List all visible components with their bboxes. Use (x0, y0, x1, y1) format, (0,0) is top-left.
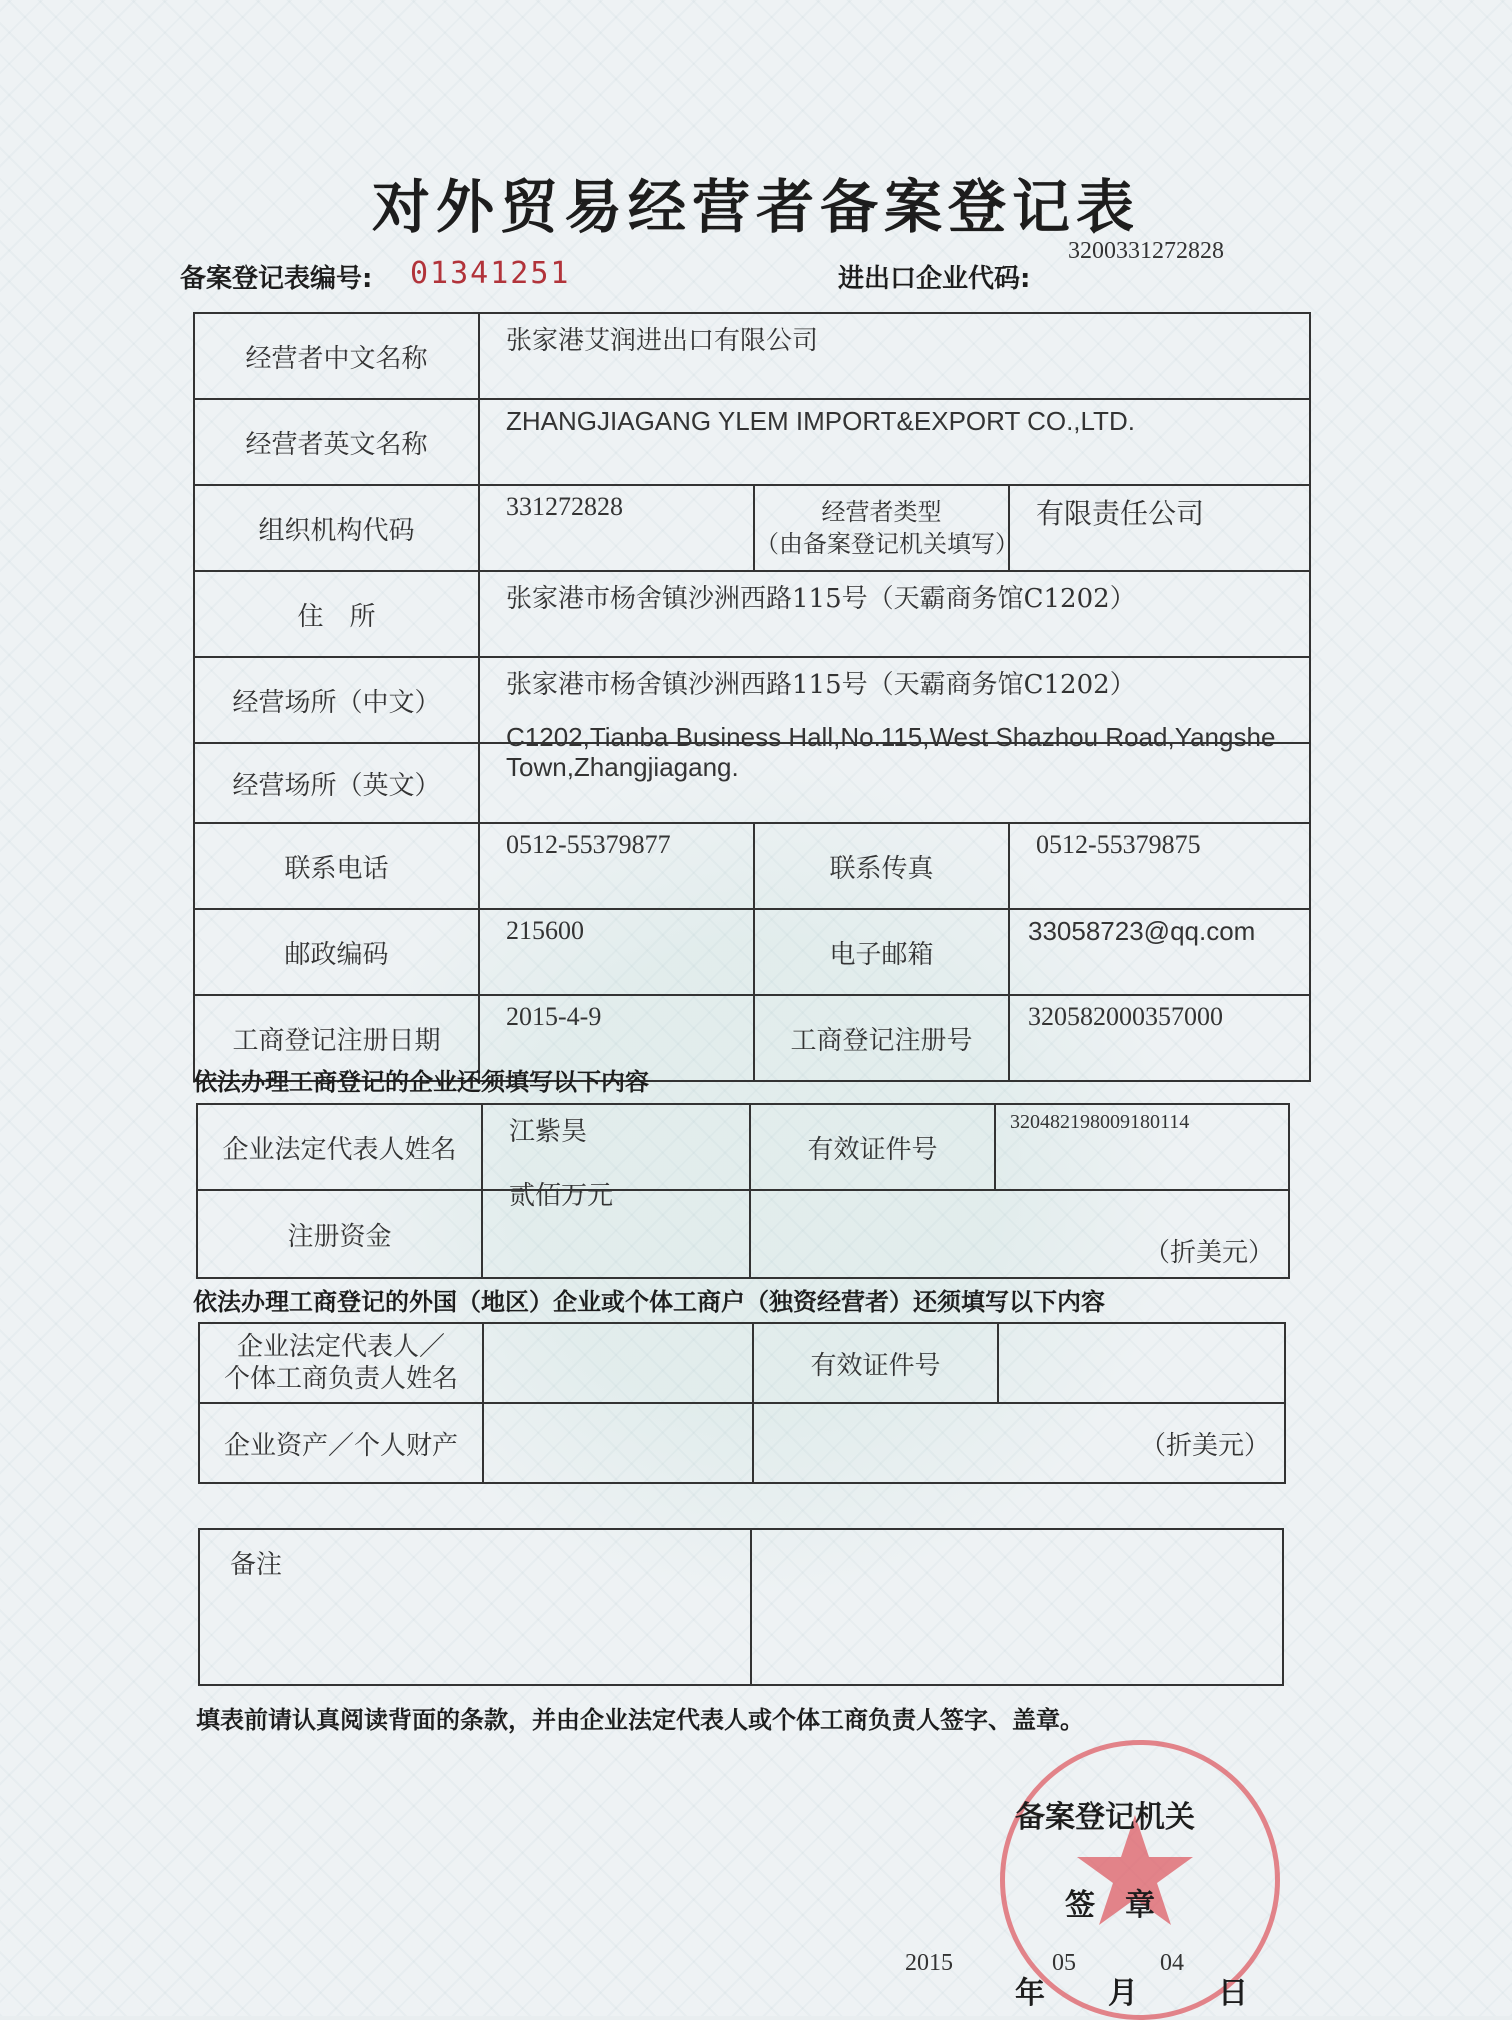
id-number-label: 有效证件号 (750, 1104, 995, 1190)
place-en-line2: Town,Zhangjiagang. (506, 752, 739, 782)
seal-graphic (1005, 1745, 1265, 2005)
capital-usd-label: （折美元） (1143, 1238, 1274, 1268)
phone-value: 0512-55379877 (479, 823, 754, 909)
date-month-label: 月 (1108, 1976, 1138, 2011)
date-month-value: 05 (1052, 1950, 1076, 1976)
assets-label: 企业资产／个人财产 (199, 1403, 483, 1483)
foreign-rep-label-line2: 个体工商负责人姓名 (223, 1364, 458, 1394)
operator-type-value: 有限责任公司 (1009, 485, 1310, 571)
legal-rep-value: 江紫昊 (482, 1104, 750, 1190)
assets-usd-cell (753, 1403, 1285, 1483)
place-en-value (479, 722, 1310, 823)
section1-heading: 依法办理工商登记的企业还须填写以下内容 (193, 1068, 649, 1096)
remarks-label: 备注 (230, 1550, 283, 1580)
place-en-line1: C1202,Tianba Business Hall,No.115,West Shazhou Road,Yangshe (506, 722, 1276, 752)
foreign-rep-label-line1: 企业法定代表人／ (236, 1332, 445, 1362)
enterprise-code-value: 3200331272828 (1068, 238, 1224, 264)
remarks-label-cell (199, 1529, 751, 1685)
en-name-value: ZHANGJIAGANG YLEM IMPORT&EXPORT CO.,LTD. (479, 399, 1310, 485)
authority-label: 备案登记机关 (1015, 1800, 1195, 1835)
fax-label: 联系传真 (754, 823, 1009, 909)
serial-label: 备案登记表编号: (180, 264, 373, 294)
reg-no-label: 工商登记注册号 (754, 995, 1009, 1081)
cn-name-label: 经营者中文名称 (194, 313, 479, 399)
org-code-label: 组织机构代码 (194, 485, 479, 571)
footer-note: 填表前请认真阅读背面的条款，并由企业法定代表人或个体工商负责人签字、盖章。 (196, 1706, 1084, 1734)
operator-type-label (754, 485, 1019, 571)
id-number-value: 320482198009180114 (995, 1104, 1289, 1190)
legal-rep-label: 企业法定代表人姓名 (197, 1104, 482, 1190)
date-year-value: 2015 (905, 1950, 953, 1976)
postal-label: 邮政编码 (194, 909, 479, 995)
operator-type-label-line2: （由备案登记机关填写） (755, 530, 1019, 558)
foreign-id-label: 有效证件号 (753, 1323, 998, 1403)
main-info-table (193, 312, 1311, 1082)
address-label: 住 所 (194, 571, 479, 657)
registered-capital-label: 注册资金 (197, 1190, 482, 1278)
section1-table (196, 1103, 1290, 1279)
email-value: 33058723@qq.com (1009, 909, 1310, 995)
place-cn-label: 经营场所（中文） (194, 657, 479, 743)
date-year-label: 年 (1015, 1976, 1045, 2011)
assets-usd-label: （折美元） (1139, 1430, 1270, 1461)
place-en-label: 经营场所（英文） (194, 743, 479, 823)
serial-number: 01341251 (410, 256, 571, 291)
foreign-rep-value (483, 1323, 753, 1403)
reg-date-value: 2015-4-9 (479, 995, 754, 1081)
assets-value (483, 1403, 753, 1483)
reg-date-label: 工商登记注册日期 (194, 995, 479, 1081)
capital-usd-cell (750, 1190, 1289, 1278)
registered-capital-text: 贰佰万元 (509, 1181, 614, 1211)
foreign-id-value (998, 1323, 1285, 1403)
address-value: 张家港市杨舍镇沙洲西路115号（天霸商务馆C1202） (479, 571, 1310, 657)
enterprise-code-label: 进出口企业代码: (838, 264, 1031, 294)
operator-type-label-line1: 经营者类型 (821, 498, 942, 526)
date-day-value: 04 (1160, 1950, 1184, 1976)
reg-no-value: 320582000357000 (1009, 995, 1310, 1081)
section2-table (198, 1322, 1286, 1484)
postal-value: 215600 (479, 909, 754, 995)
foreign-rep-label (199, 1323, 483, 1403)
org-code-value: 331272828 (479, 485, 754, 571)
en-name-label: 经营者英文名称 (194, 399, 479, 485)
form-title: 对外贸易经营者备案登记表 (371, 173, 1140, 241)
email-label: 电子邮箱 (754, 909, 1009, 995)
section2-heading: 依法办理工商登记的外国（地区）企业或个体工商户（独资经营者）还须填写以下内容 (193, 1288, 1105, 1316)
remarks-table (198, 1528, 1284, 1686)
place-cn-value: 张家港市杨舍镇沙洲西路115号（天霸商务馆C1202） (479, 657, 1310, 743)
phone-label: 联系电话 (194, 823, 479, 909)
cn-name-value: 张家港艾润进出口有限公司 (479, 313, 1310, 399)
sign-label: 签 章 (1065, 1888, 1155, 1923)
registered-capital-value (482, 1181, 750, 1278)
remarks-value (751, 1529, 1283, 1685)
fax-value: 0512-55379875 (1009, 823, 1310, 909)
date-day-label: 日 (1218, 1976, 1248, 2011)
